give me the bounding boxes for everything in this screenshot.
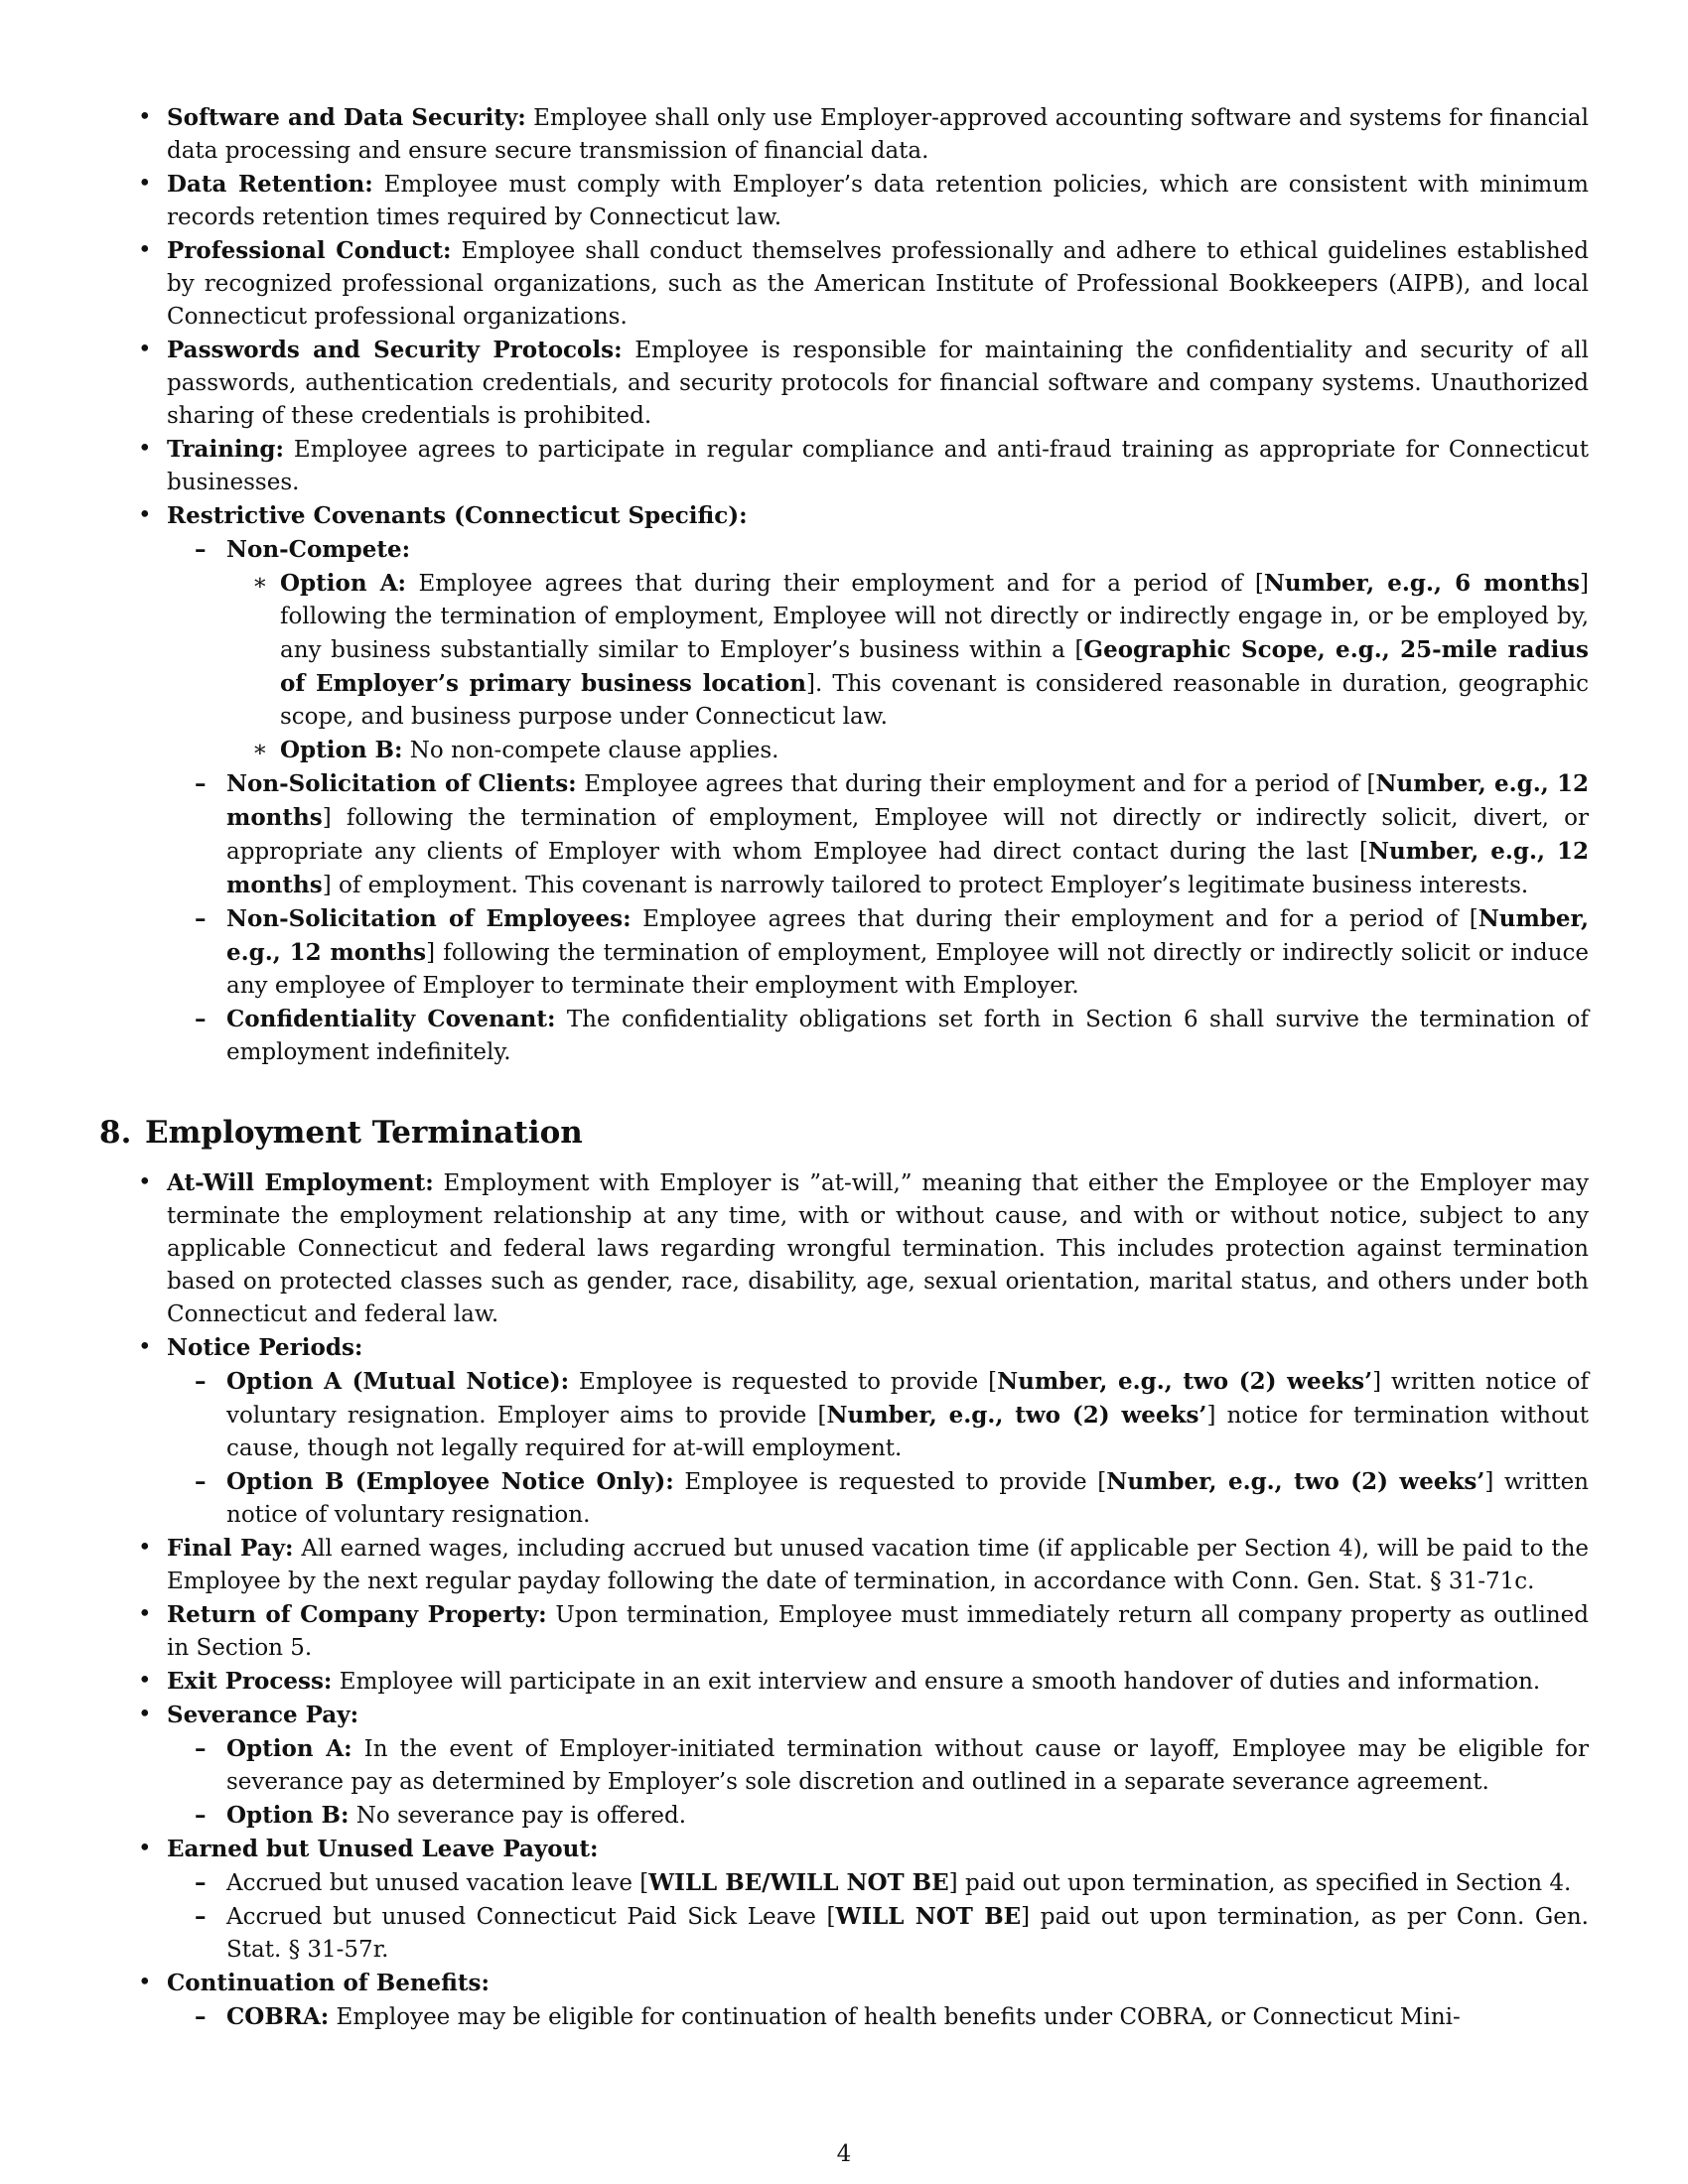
list-item-non-solicitation-clients: – Non-Solicitation of Clients: Employee agrees that during their employment and for a period of [Number, e.g., 12 months] following the termination of employment, Employee will not directly or indirectly solicit, divert, or appropriate any clients of Employer with whom Employee had direct contact during the last [Number, e.g., 12 months] of employment. This covenant is narrowly tailored to protect Employer’s legitimate business interests. [167, 767, 1589, 902]
list-item-leave-payout: • Earned but Unused Leave Payout: – Accrued but unused vacation leave [WILL BE/WILL NOT BE] paid out upon termination, as specified in Section 4. – Accrued but unused Connecticut Paid Sick Leave [WILL NOT BE] paid out upon termination, as per Conn. Gen. Stat. § 31-57r. [99, 1833, 1589, 1967]
list-item-final-pay: • Final Pay: All earned wages, including accrued but unused vacation time (if applicable per Section 4), will be paid to the Employee by the next regular payday following the date of termination, in accordance with Conn. Gen. Stat. § 31-71c. [99, 1532, 1589, 1598]
section-7-list [99, 101, 1589, 1069]
list-item-notice-option-a: – Option A (Mutual Notice): Employee is requested to provide [Number, e.g., two (2) weeks’] written notice of voluntary resignation. Employer aims to provide [Number, e.g., two (2) weeks’] notice for termination without cause, though not legally required for at-will employment. [167, 1365, 1589, 1465]
list-item-training: • Training: Employee agrees to participate in regular compliance and anti-fraud training as appropriate for Connecticut businesses. [99, 433, 1589, 499]
list-item-professional-conduct: • Professional Conduct: Employee shall conduct themselves professionally and adhere to ethical guidelines established by recognized professional organizations, such as the American Institute of Professional Bookkeepers (AIPB), and local Connecticut professional organizations. [99, 234, 1589, 334]
list-item-severance-pay: • Severance Pay: – Option A: In the event of Employer-initiated termination without cause or layoff, Employee may be eligible for severance pay as determined by Employer’s sole discretion and outlined in a separate severance agreement. – Option B: No severance pay is offered. [99, 1699, 1589, 1833]
section-8-heading: 8. Employment Termination [99, 1115, 583, 1151]
list-item-non-compete: – Non-Compete: ∗ Option A: Employee agrees that during their employment and for a period of [Number, e.g., 6 months] following the termination of employment, Employee will not directly or indirectly engage in, or be employed by, any business substantially similar to Employer’s business within a [Geographic Scope, e.g., 25-mile radius of Employer’s primary business location]. This covenant is considered reasonable in duration, geographic scope, and business purpose under Connecticut law. ∗ Option B: No non-compete clause applies. [167, 533, 1589, 767]
list-item-at-will: • At-Will Employment: Employment with Employer is ”at-will,” meaning that either the Employee or the Employer may terminate the employment relationship at any time, with or without cause, and with or without notice, subject to any applicable Connecticut and federal laws regarding wrongful termination. This includes protection against termination based on protected classes such as gender, race, disability, age, sexual orientation, marital status, and others under both Connecticut and federal law. [99, 1166, 1589, 1331]
list-item-passwords: • Passwords and Security Protocols: Employee is responsible for maintaining the confidentiality and security of all passwords, authentication credentials, and security protocols for financial software and company systems. Unauthorized sharing of these credentials is prohibited. [99, 334, 1589, 433]
list-item-continuation-benefits: • Continuation of Benefits: – COBRA: Employee may be eligible for continuation of health benefits under COBRA, or Connecticut Mini- [99, 1967, 1589, 2034]
list-item-severance-option-b: – Option B: No severance pay is offered. [167, 1799, 1589, 1833]
list-item-software-security: • Software and Data Security: Employee shall only use Employer-approved accounting software and systems for financial data processing and ensure secure transmission of financial data. [99, 101, 1589, 168]
list-item-notice-periods: • Notice Periods: – Option A (Mutual Notice): Employee is requested to provide [Number, e.g., two (2) weeks’] written notice of voluntary resignation. Employer aims to provide [Number, e.g., two (2) weeks’] notice for termination without cause, though not legally required for at-will employment. – Option B (Employee Notice Only): Employee is requested to provide [Number, e.g., two (2) weeks’] written notice of voluntary resignation. [99, 1331, 1589, 1532]
list-item-data-retention: • Data Retention: Employee must comply with Employer’s data retention policies, which are consistent with minimum records retention times required by Connecticut law. [99, 168, 1589, 234]
list-item-sick-leave-payout: – Accrued but unused Connecticut Paid Sick Leave [WILL NOT BE] paid out upon termination, as per Conn. Gen. Stat. § 31-57r. [167, 1900, 1589, 1967]
section-8-list [99, 1166, 1589, 2034]
list-item-notice-option-b: – Option B (Employee Notice Only): Employee is requested to provide [Number, e.g., two (2) weeks’] written notice of voluntary resignation. [167, 1465, 1589, 1532]
list-item-non-solicitation-employees: – Non-Solicitation of Employees: Employee agrees that during their employment and for a period of [Number, e.g., 12 months] following the termination of employment, Employee will not directly or indirectly solicit or induce any employee of Employer to terminate their employment with Employer. [167, 902, 1589, 1003]
list-item-cobra: – COBRA: Employee may be eligible for continuation of health benefits under COBRA, or Connecticut Mini- [167, 2000, 1589, 2034]
list-item-severance-option-a: – Option A: In the event of Employer-initiated termination without cause or layoff, Employee may be eligible for severance pay as determined by Employer’s sole discretion and outlined in a separate severance agreement. [167, 1732, 1589, 1799]
list-item-confidentiality-covenant: – Confidentiality Covenant: The confidentiality obligations set forth in Section 6 shall survive the termination of employment indefinitely. [167, 1003, 1589, 1069]
list-item-restrictive-covenants: • Restrictive Covenants (Connecticut Specific): – Non-Compete: ∗ Option A: Employee agrees that during their employment and for a period of [Number, e.g., 6 months] following the termination of employment, Employee will not directly or indirectly engage in, or be employed by, any business substantially similar to Employer’s business within a [Geographic Scope, e.g., 25-mile radius of Employer’s primary business location]. This covenant is considered reasonable in duration, geographic scope, and business purpose under Connecticut law. ∗ Option B: No non-compete clause applies. – Non-Solicitation of Clients: Employee agrees that during their employment and for a period of [Number, e.g., 12 months] following the termination of employment, Employee will not directly or indirectly solicit, divert, or appropriate any clients of Employer with whom Employee had direct contact during the last [Number, e.g., 12 months] of employment. This covenant is narrowly tailored to protect Employer’s legitimate business interests. – Non-Solicitation of Employees: Employee agrees that during their employment and for a period of [Number, e.g., 12 months] following the termination of employment, Employee will not directly or indirectly solicit or induce any employee of Employer to terminate their employment with Employer. – Confidentiality Covenant: The confidentiality obligations set forth in Section 6 shall survive the termination of employment indefinitely. [99, 499, 1589, 1069]
list-item-vacation-payout: – Accrued but unused vacation leave [WILL BE/WILL NOT BE] paid out upon termination, as specified in Section 4. [167, 1866, 1589, 1900]
page-number: 4 [836, 2141, 852, 2167]
list-item-non-compete-option-b: ∗ Option B: No non-compete clause applies. [226, 734, 1589, 767]
list-item-exit-process: • Exit Process: Employee will participate in an exit interview and ensure a smooth handover of duties and information. [99, 1665, 1589, 1699]
page-content [99, 101, 1589, 2034]
list-item-return-property: • Return of Company Property: Upon termination, Employee must immediately return all company property as outlined in Section 5. [99, 1598, 1589, 1665]
list-item-non-compete-option-a: ∗ Option A: Employee agrees that during their employment and for a period of [Number, e.g., 6 months] following the termination of employment, Employee will not directly or indirectly engage in, or be employed by, any business substantially similar to Employer’s business within a [Geographic Scope, e.g., 25-mile radius of Employer’s primary business location]. This covenant is considered reasonable in duration, geographic scope, and business purpose under Connecticut law. [226, 567, 1589, 734]
